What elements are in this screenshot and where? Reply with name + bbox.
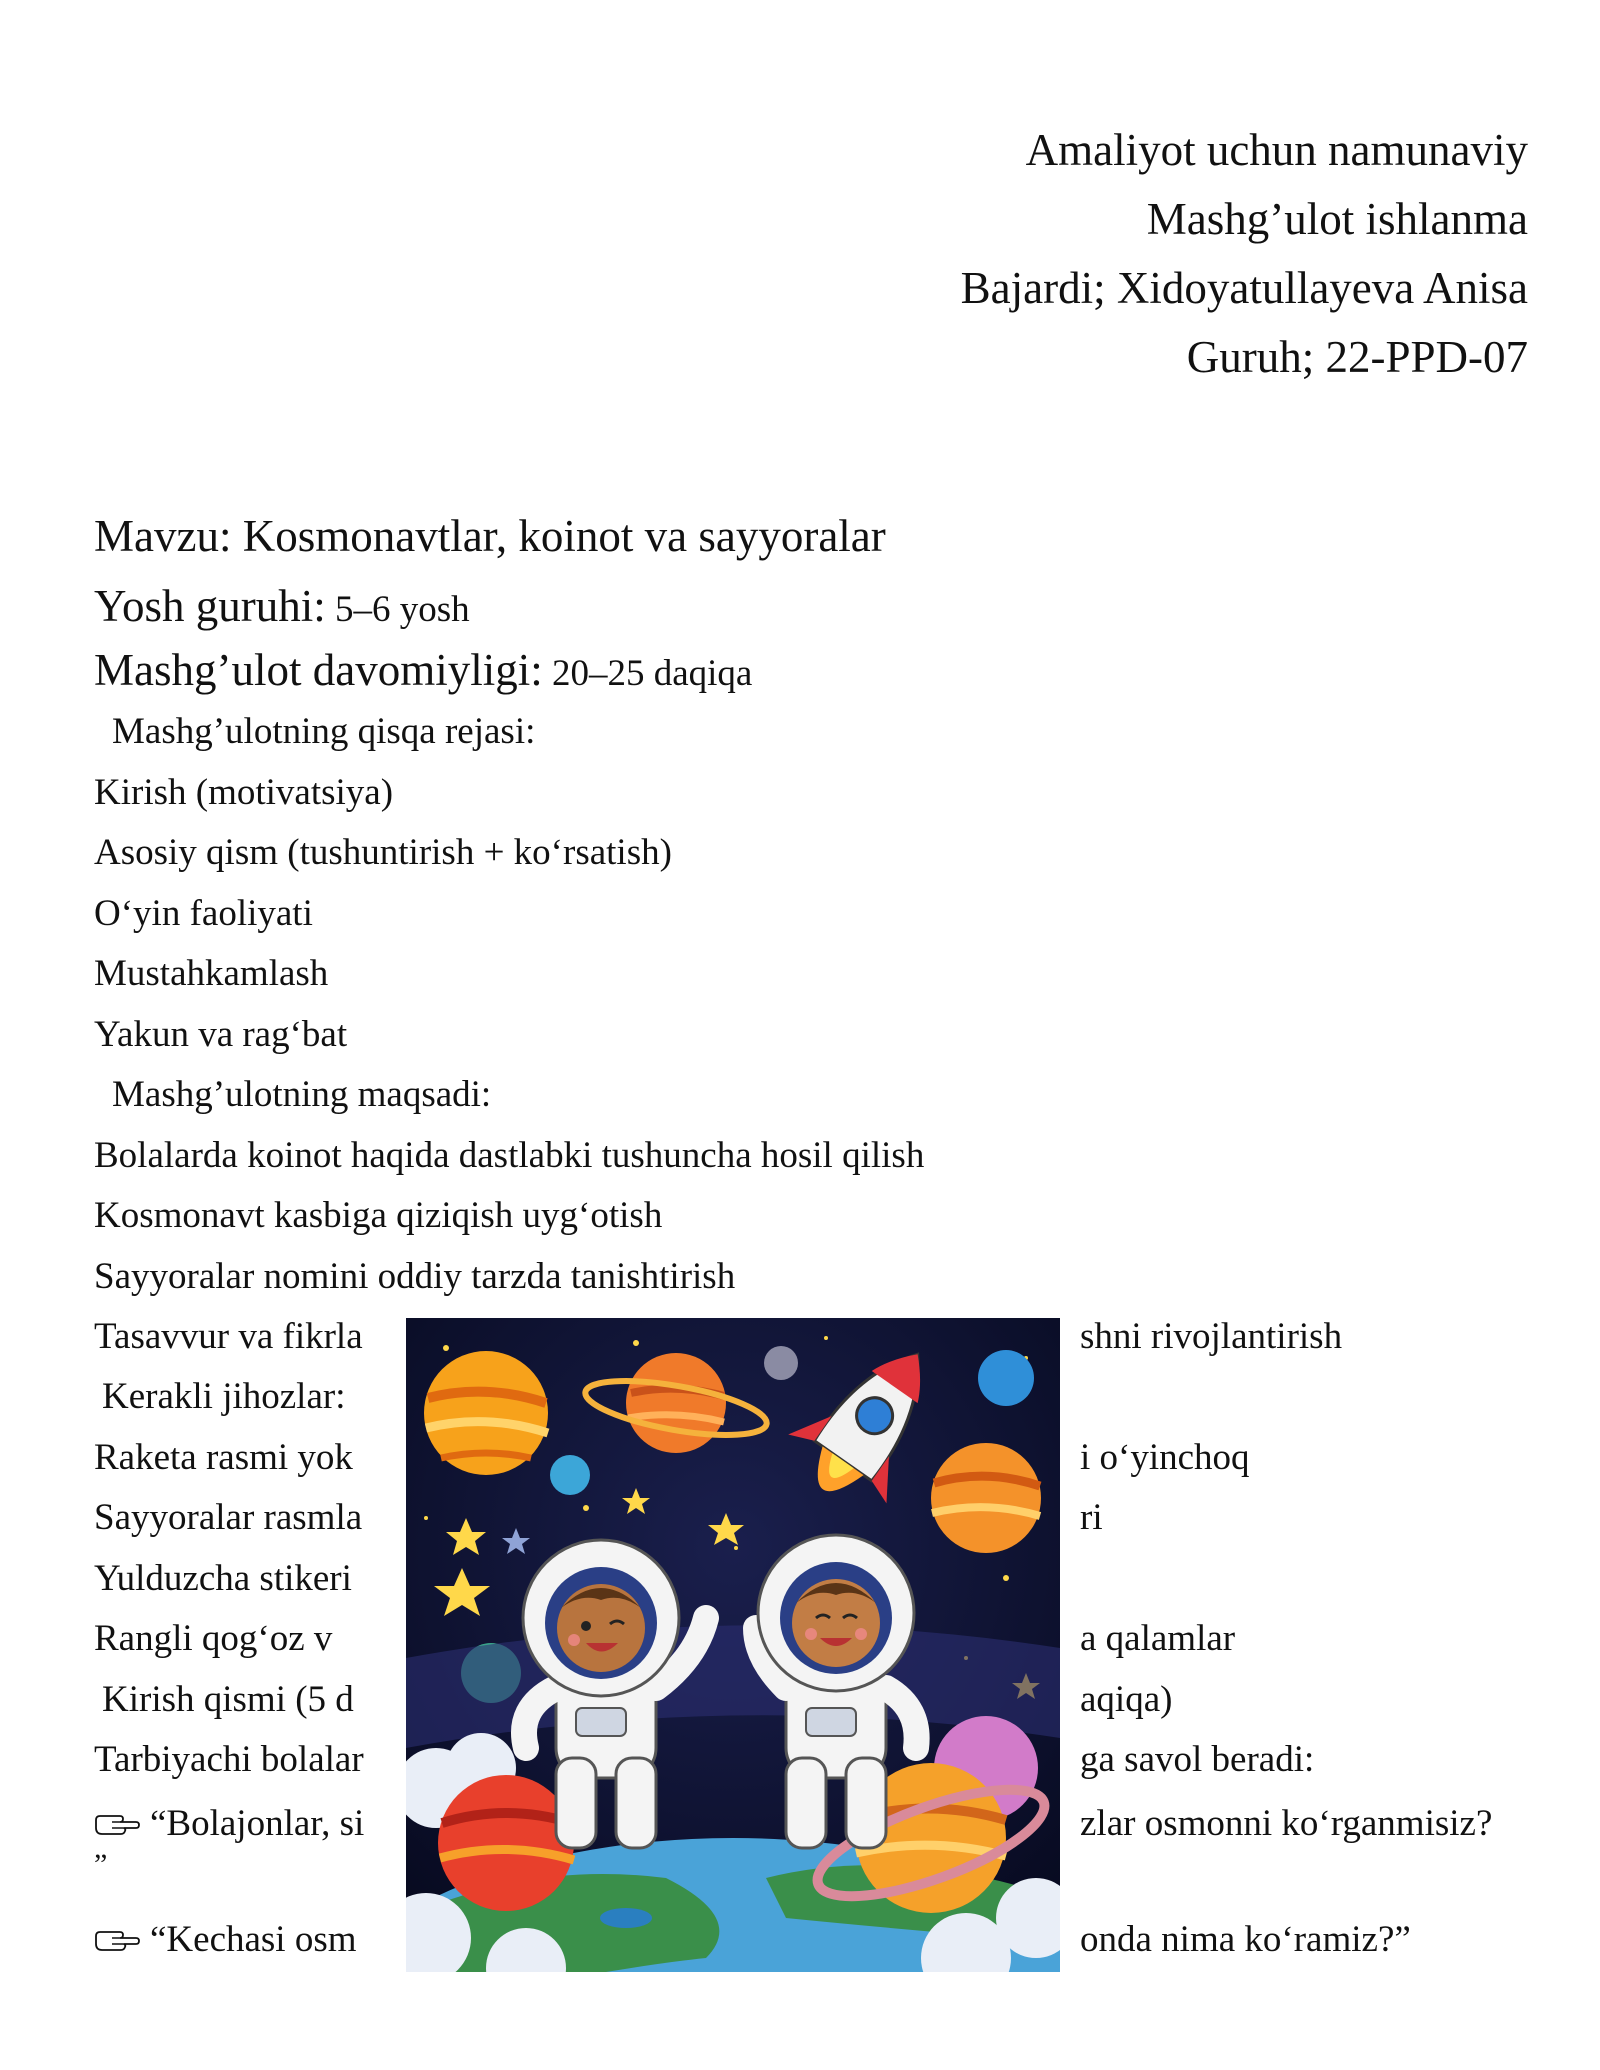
equipment-item-left: Yulduzcha stikeri	[94, 1558, 352, 1599]
plan-item: O‘yin faoliyati	[94, 893, 313, 934]
question-1-right: zlar osmonni ko‘rganmisiz?	[1080, 1803, 1493, 1844]
age-line	[94, 581, 470, 632]
topic-line	[94, 511, 886, 561]
document-header	[628, 116, 1528, 392]
topic-label: Mavzu:	[94, 511, 232, 561]
planet-blue-top	[978, 1350, 1034, 1406]
duration-value: 20–25 daqiqa	[551, 653, 753, 694]
header-line-group: Guruh; 22-PPD-07	[1186, 332, 1528, 382]
space-astronauts-illustration	[406, 1318, 1060, 1972]
equipment-item-right: a qalamlar	[1080, 1618, 1236, 1659]
question-1-left	[94, 1802, 364, 1846]
planet-blue-small	[550, 1455, 590, 1495]
pointing-hand-icon	[94, 1812, 140, 1838]
equipment-item-left: Rangli qog‘oz v	[94, 1618, 333, 1659]
question-2-left	[94, 1918, 357, 1962]
intro-heading-left: Kirish qismi (5 d	[102, 1679, 354, 1720]
goal-item: Kosmonavt kasbiga qiziqish uyg‘otish	[94, 1195, 663, 1236]
goal-item: Bolalarda koinot haqida dastlabki tushuncha hosil qilish	[94, 1135, 925, 1176]
age-label: Yosh guruhi:	[94, 581, 326, 631]
duration-line	[94, 645, 753, 696]
plan-item: Yakun va rag‘bat	[94, 1014, 348, 1055]
topic-value: Kosmonavtlar, koinot va sayyoralar	[242, 511, 886, 561]
teacher-line-right: ga savol beradi:	[1080, 1739, 1315, 1780]
age-value: 5–6 yosh	[335, 589, 470, 630]
goal-item-right: shni rivojlantirish	[1080, 1316, 1343, 1357]
equipment-item-right: ri	[1080, 1497, 1103, 1538]
planet-grey-small	[764, 1346, 798, 1380]
planet-red	[438, 1775, 574, 1911]
question-2-text: “Kechasi osm	[150, 1919, 357, 1960]
duration-label: Mashg’ulot davomiyligi:	[94, 645, 543, 695]
header-line-subtitle: Mashg’ulot ishlanma	[1146, 194, 1528, 244]
header-line-author: Bajardi; Xidoyatullayeva Anisa	[960, 263, 1528, 313]
goal-item: Sayyoralar nomini oddiy tarzda tanishtirish	[94, 1256, 736, 1297]
planet-orange-left	[424, 1351, 548, 1475]
intro-heading-right: aqiqa)	[1080, 1679, 1173, 1720]
plan-item: Kirish (motivatsiya)	[94, 772, 394, 813]
pointing-hand-icon	[94, 1928, 140, 1954]
plan-item: Mustahkamlash	[94, 953, 329, 994]
planet-orange-right	[931, 1443, 1041, 1553]
teacher-line-left: Tarbiyachi bolalar	[94, 1739, 364, 1780]
goals-heading: Mashg’ulotning maqsadi:	[112, 1074, 492, 1115]
question-1-tail: ”	[94, 1848, 108, 1881]
goal-item-left: Tasavvur va fikrla	[94, 1316, 363, 1357]
plan-item: Asosiy qism (tushuntirish + ko‘rsatish)	[94, 832, 672, 873]
question-2-right: onda nima ko‘ramiz?”	[1080, 1919, 1411, 1960]
equipment-item-left: Sayyoralar rasmla	[94, 1497, 363, 1538]
equipment-item-left: Raketa rasmi yok	[94, 1437, 353, 1478]
question-1-text: “Bolajonlar, si	[150, 1803, 365, 1844]
header-line-title: Amaliyot uchun namunaviy	[1025, 125, 1528, 175]
plan-heading: Mashg’ulotning qisqa rejasi:	[112, 711, 536, 752]
equipment-item-right: i o‘yinchoq	[1080, 1437, 1250, 1478]
equipment-heading: Kerakli jihozlar:	[102, 1376, 346, 1417]
